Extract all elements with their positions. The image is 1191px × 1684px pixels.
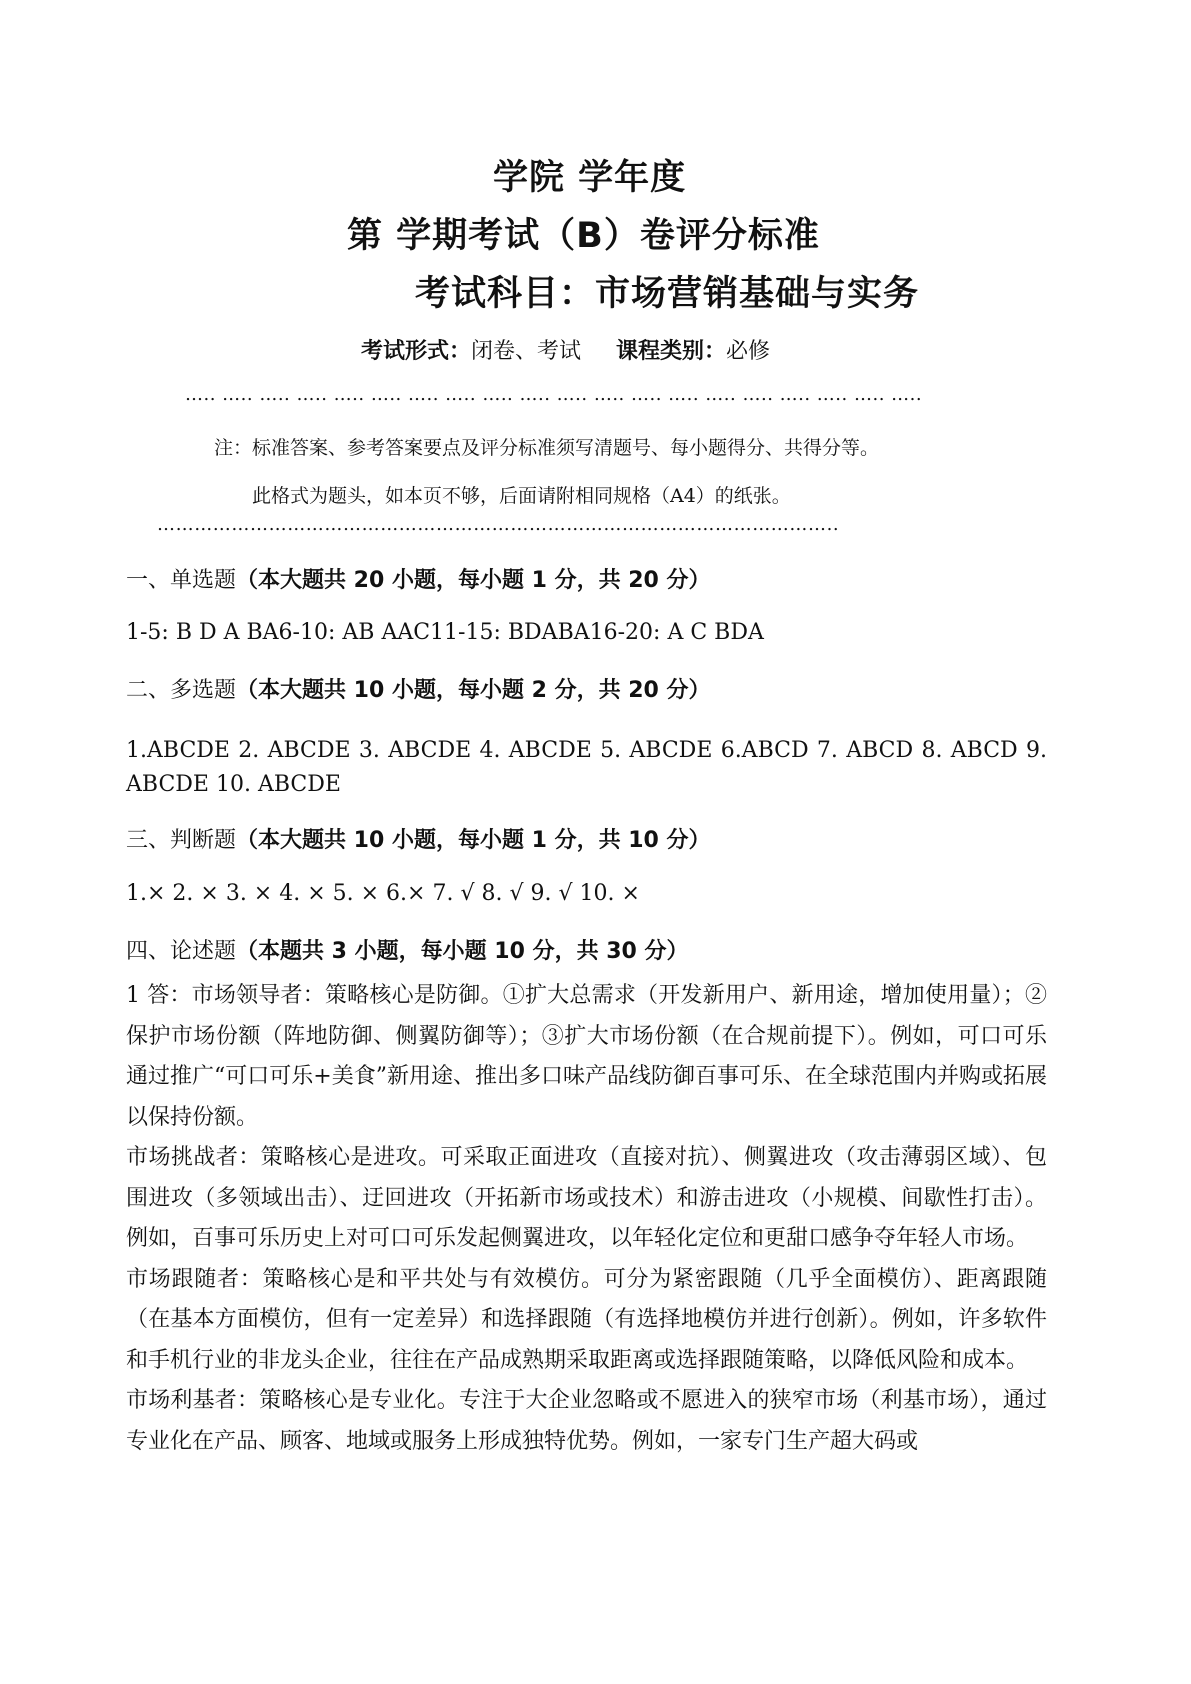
note-line-1: 注：标准答案、参考答案要点及评分标准须写清题号、每小题得分、共得分等。 [214,437,880,459]
section-heading-single-choice [126,563,711,594]
section-label: 三、判断题 [126,828,237,853]
course-type-value: 必修 [726,339,771,364]
section-detail: （本大题共 20 小题，每小题 1 分，共 20 分） [236,568,711,593]
title-line-1: 学院 学年度 [493,158,687,198]
true-false-answers: 1.× 2. × 3. × 4. × 5. × 6.× 7. √ 8. √ 9. √ 10. × [126,881,640,906]
section-label: 一、单选题 [126,568,237,593]
title-line-2: 第 学期考试（B）卷评分标准 [347,216,820,256]
section-detail: （本题共 3 小题，每小题 10 分，共 30 分） [236,939,689,964]
essay-paragraph-follower: 市场跟随者：策略核心是和平共处与有效模仿。可分为紧密跟随（几乎全面模仿）、距离跟随（在基本方面模仿，但有一定差异）和选择跟随（有选择地模仿并进行创新）。例如，许多软件和手机行业的非龙头企业，往往在产品成熟期采取距离或选择跟随策略，以降低风险和成本。 [126,1266,1047,1373]
essay-paragraph-leader: 1 答：市场领导者：策略核心是防御。①扩大总需求（开发新用户、新用途，增加使用量）；②保护市场份额（阵地防御、侧翼防御等）；③扩大市场份额（在合规前提下）。例如，可口可乐通过推广“可口可乐+美食”新用途、推出多口味产品线防御百事可乐、在全球范围内并购或拓展以保持份额。 [126,983,1047,1130]
dotted-separator-top: ….. ….. ….. ….. ….. ….. ….. ….. ….. ….. ….. ….. ….. ….. ….. ….. ….. ….. ….. ….. [185,384,923,405]
exam-form-label: 考试形式： [361,339,472,364]
section-label: 四、论述题 [126,939,237,964]
single-choice-answers: 1-5: B D A BA6-10: AB AAC11-15: BDABA16-20: A C BDA [126,620,764,645]
essay-paragraph-challenger: 市场挑战者：策略核心是进攻。可采取正面进攻（直接对抗）、侧翼进攻（攻击薄弱区域）、包围进攻（多领域出击）、迂回进攻（开拓新市场或技术）和游击进攻（小规模、间歇性打击）。例如，百事可乐历史上对可口可乐发起侧翼进攻，以年轻化定位和更甜口感争夺年轻人市场。 [126,1145,1047,1251]
section-detail: （本大题共 10 小题，每小题 2 分，共 20 分） [236,678,711,703]
multiple-choice-answers: 1.ABCDE 2. ABCDE 3. ABCDE 4. ABCDE 5. ABCDE 6.ABCD 7. ABCD 8. ABCD 9. ABCDE 10. ABCDE [126,738,1047,797]
course-type-label: 课程类别： [616,339,727,364]
section-label: 二、多选题 [126,678,237,703]
exam-subject-title: 考试科目：市场营销基础与实务 [415,274,920,314]
section-heading-essay [126,934,689,965]
note-line-2: 此格式为题头，如本页不够，后面请附相同规格（A4）的纸张。 [252,485,791,507]
section-heading-true-false [126,823,711,854]
essay-answer-body [126,976,1047,1462]
essay-paragraph-nicher: 市场利基者：策略核心是专业化。专注于大企业忽略或不愿进入的狭窄市场（利基市场），通过专业化在产品、顾客、地域或服务上形成独特优势。例如，一家专门生产超大码或 [126,1388,1047,1454]
section-heading-multiple-choice [126,673,711,704]
exam-form-value: 闭卷、考试 [471,339,582,364]
exam-meta [361,334,770,365]
section-detail: （本大题共 10 小题，每小题 1 分，共 10 分） [236,828,711,853]
dotted-separator-bottom: ……………………………………………………………………………………………….. [157,514,840,535]
